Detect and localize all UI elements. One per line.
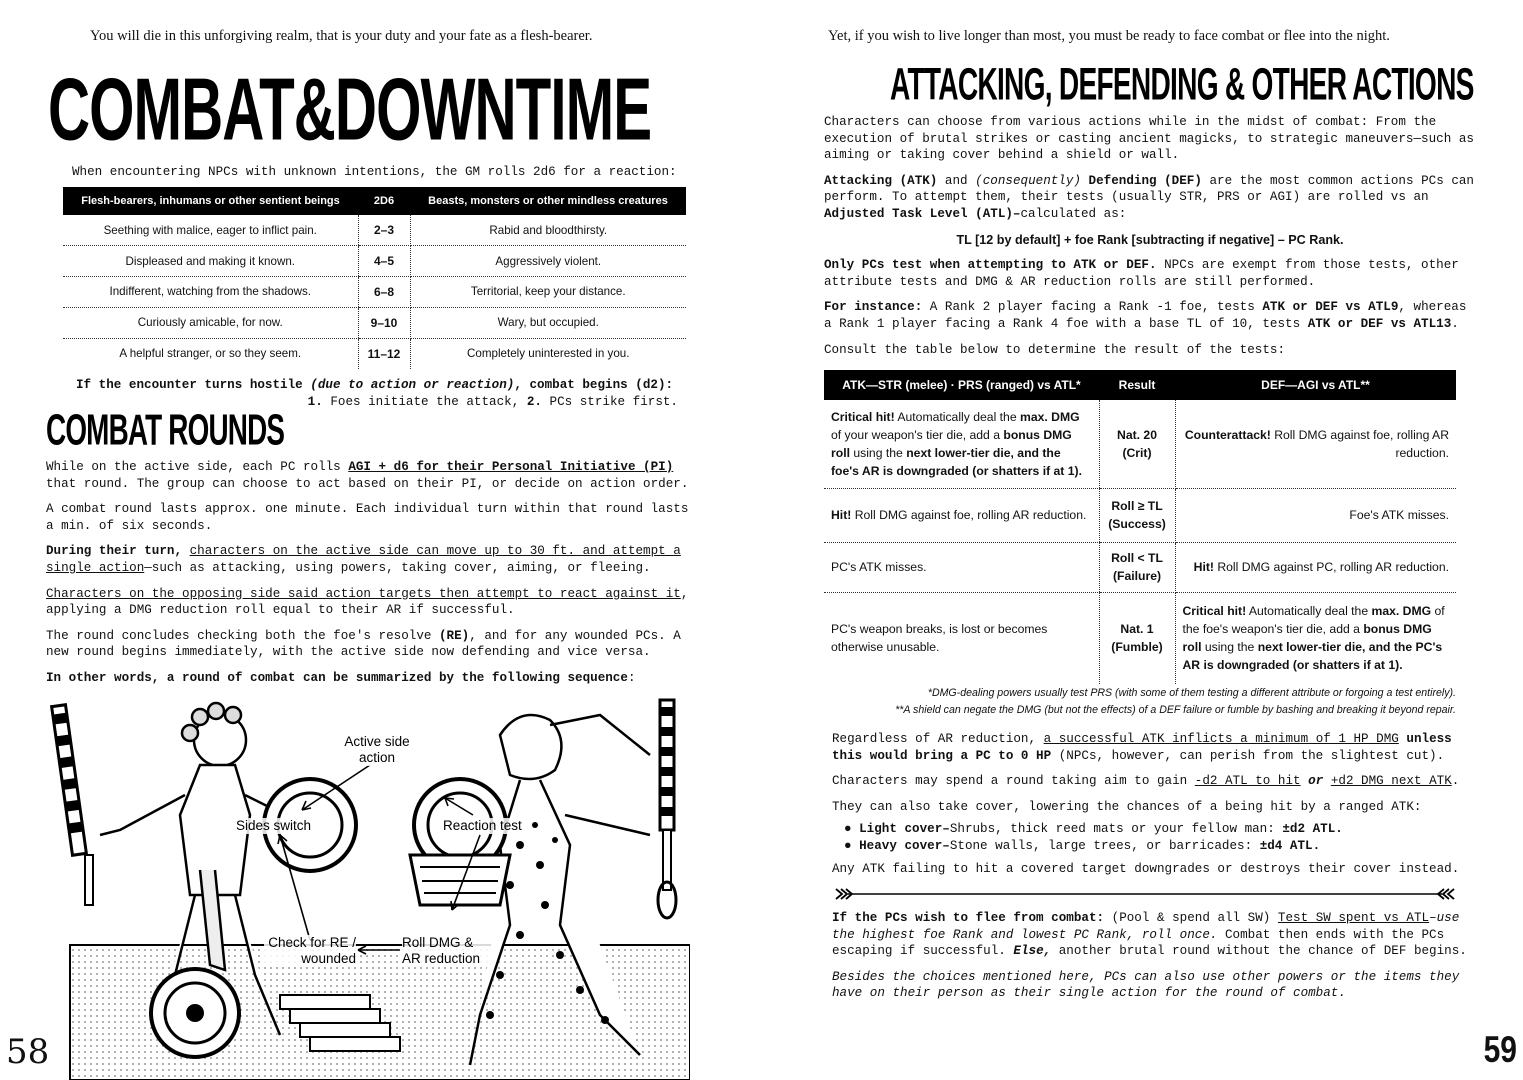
- text-run: (Fumble): [1111, 640, 1163, 655]
- react-paragraph: [46, 586, 696, 619]
- label-roll-dmg-text: Roll DMG & AR reduction: [402, 935, 481, 966]
- sentient-reaction: Curiously amicable, for now.: [63, 307, 358, 338]
- text-run: (NPCs, however, can perish from the slightest cut).: [1051, 748, 1445, 763]
- atk-crit-cell: [824, 400, 1099, 488]
- personal-initiative: AGI + d6 for their Personal Initiative (PI): [348, 460, 674, 474]
- page-title: COMBAT&DOWNTIME: [48, 61, 652, 160]
- text-run: Regardless of AR reduction,: [832, 732, 1044, 746]
- option-1-number: 1.: [307, 394, 323, 409]
- min-dmg-paragraph: [832, 731, 1482, 764]
- text-run: Stone walls, large trees, or barricades:: [949, 838, 1260, 853]
- turn-lead: During their turn,: [46, 544, 183, 559]
- label-check-re: [264, 935, 356, 967]
- list-item: ● Heavy cover–Stone walls, large trees, or barricades: ±d4 ATL.: [844, 838, 1321, 853]
- sentient-reaction: Seething with malice, eager to inflict pain.: [63, 215, 358, 246]
- text-run: Roll DMG against foe, rolling AR reduction.: [851, 508, 1087, 522]
- text-run: Nat. 20: [1117, 427, 1157, 442]
- section-title: ATTACKING, DEFENDING & OTHER ACTIONS: [890, 60, 1474, 111]
- flee-lead: If the PCs wish to flee from combat:: [832, 911, 1105, 925]
- label-active-side: [338, 734, 416, 766]
- aim-atl-bonus: -d2 ATL to hit: [1194, 774, 1301, 789]
- text-run: are the most common actions PCs can perform. To attempt them, their tests (usually STR, PRS or AGI) are rolled vs an: [824, 173, 1474, 205]
- cover-downgrade-paragraph: Any ATK failing to hit a covered target downgrades or destroys their cover instead.: [832, 861, 1460, 876]
- text-run: The round concludes checking both the foe's resolve: [46, 628, 439, 643]
- text-run: Critical hit!: [1182, 604, 1247, 619]
- text-run: (Crit): [1122, 445, 1152, 460]
- atl-formula: TL [12 by default] + foe Rank [subtracting if negative] – PC Rank.: [956, 232, 1344, 247]
- atl9-example: ATK or DEF vs ATL9: [1262, 300, 1399, 315]
- reaction-table: [63, 187, 686, 369]
- text-run: calculated as:: [1020, 206, 1127, 221]
- result-nat20: [1099, 400, 1175, 488]
- text-run: Hit!: [1193, 560, 1214, 574]
- text-run: [182, 544, 190, 558]
- roll-range: 4–5: [358, 246, 410, 277]
- beast-reaction: Rabid and bloodthirsty.: [410, 215, 686, 246]
- text-run: bonus DMG roll: [1182, 622, 1432, 655]
- table-row: [63, 277, 686, 308]
- table-row: [63, 215, 686, 246]
- left-club: [52, 705, 93, 905]
- text-run: Heavy cover–: [859, 838, 950, 853]
- label-sides-switch: Sides switch: [233, 818, 314, 834]
- table-row: [824, 542, 1456, 592]
- text-run: , applying a DMG reduction roll equal to their AR if successful.: [46, 586, 689, 618]
- text-run: another brutal round without the chance of DEF begins.: [1051, 944, 1467, 959]
- beast-reaction: Territorial, keep your distance.: [410, 277, 686, 308]
- round-length-paragraph: A combat round lasts approx. one minute. Each individual turn within that round lasts a min. of six seconds.: [46, 502, 689, 533]
- aim-paragraph: [832, 773, 1482, 790]
- text-run: —such as attacking, using powers, taking cover, aiming, or fleeing.: [144, 560, 651, 575]
- col-header-sentient: Flesh-bearers, inhumans or other sentient beings: [63, 187, 358, 215]
- text-run: , and for any wounded PCs. A new round begins immediately, with the active side now defending and vice versa.: [46, 628, 681, 660]
- beast-reaction: Aggressively violent.: [410, 246, 686, 277]
- left-tagline: You will die in this unforgiving realm, that is your duty and your fate as a flesh-bearer.: [90, 28, 593, 44]
- reaction-intro: When encountering NPCs with unknown intentions, the GM rolls 2d6 for a reaction:: [72, 165, 677, 179]
- resolve-abbrev: (RE): [439, 628, 470, 643]
- roll-range: 11–12: [358, 338, 410, 369]
- roll-range: 9–10: [358, 307, 410, 338]
- instance-lead: For instance:: [824, 300, 923, 315]
- atk-fumble-cell: PC's weapon breaks, is lost or becomes otherwise unusable.: [831, 622, 1048, 655]
- option-2-text: PCs strike first.: [541, 394, 678, 409]
- page-number-left: 58: [6, 1032, 50, 1072]
- turn-paragraph: [46, 543, 696, 576]
- text-run: next lower-tier die, and the PC's AR is downgraded (or shatters if at 1).: [1182, 640, 1443, 673]
- besides-paragraph: Besides the choices mentioned here, PCs can also use other powers or the items they have on their person as their single action for the round of combat.: [832, 969, 1460, 1001]
- text-run: Automatically deal the: [894, 409, 1020, 424]
- option-1-text: Foes initiate the attack,: [322, 394, 527, 409]
- text-run: (consequently): [975, 173, 1081, 188]
- text-run: max. DMG: [1020, 409, 1080, 424]
- def-hit-cell: [1175, 542, 1456, 592]
- text-run: Else,: [1013, 944, 1052, 959]
- text-run: .: [1451, 316, 1459, 331]
- text-run: Hit!: [831, 508, 852, 522]
- text-run: , whereas a Rank 1 player facing a Rank 4 foe with a base TL of 10, tests: [824, 300, 1467, 331]
- flee-test: Test SW spent vs ATL: [1277, 911, 1430, 925]
- rounds-body: [46, 459, 696, 687]
- table-row: [824, 488, 1456, 542]
- right-tagline: Yet, if you wish to live longer than most, you must be ready to face combat or flee into the night.: [828, 28, 1390, 44]
- reaction-table-header: [63, 187, 686, 215]
- rules-body-bottom: [832, 731, 1482, 877]
- label-reaction-test: Reaction test: [440, 818, 525, 834]
- text-run: (Success): [1108, 517, 1166, 531]
- zero-hp-exception: unless this would bring a PC to 0 HP: [832, 732, 1452, 763]
- col-header-def: DEF—AGI vs ATL**: [1175, 370, 1456, 400]
- atk-term: Attacking (ATK): [824, 173, 938, 188]
- sentient-reaction: Displeased and making it known.: [63, 246, 358, 277]
- cover-list: [844, 821, 1482, 854]
- def-term: Defending (DEF): [1088, 173, 1202, 188]
- table-row: [824, 592, 1456, 684]
- attack-table-header: [824, 370, 1456, 400]
- text-run: next lower-tier die, and the foe's AR is downgraded (or shatters if at 1).: [831, 445, 1082, 478]
- text-run: NPCs are exempt from those tests, other attribute tests and DMG & AR reduction rolls are still performed.: [824, 258, 1459, 289]
- initiative-paragraph: [46, 459, 696, 492]
- resolve-paragraph: [46, 628, 696, 661]
- text-run: Nat. 1: [1120, 622, 1154, 637]
- footnote-shield: **A shield can negate the DMG (but not the effects) of a DEF failure or fumble by bashing and breaking it beyond repair.: [895, 704, 1456, 716]
- text-run: Light cover–: [859, 822, 950, 837]
- atk-miss-cell: PC's ATK misses.: [824, 542, 1099, 592]
- def-miss-cell: Foe's ATK misses.: [1175, 488, 1456, 542]
- text-run: Automatically deal the: [1246, 604, 1372, 619]
- text-run: .: [1451, 774, 1460, 789]
- text-run: A Rank 2 player facing a Rank -1 foe, tests: [922, 300, 1263, 315]
- right-shield: [410, 779, 510, 905]
- combat-rounds-heading: COMBAT ROUNDS: [46, 406, 285, 455]
- def-crit-cell: [1175, 592, 1456, 684]
- text-run: that round. The group can choose to act based on their PI, or decide on action order.: [46, 476, 689, 491]
- text-run: Roll < TL: [1111, 551, 1163, 565]
- col-header-result: Result: [1099, 370, 1175, 400]
- hostile-tail: , combat begins (d2):: [514, 378, 674, 392]
- result-success: [1099, 488, 1175, 542]
- text-run: ±d4 ATL.: [1259, 838, 1321, 853]
- text-run: of your weapon's tier die, add a: [831, 427, 1004, 442]
- react-rule: Characters on the opposing side said action targets then attempt to react against it: [46, 586, 681, 601]
- flee-paragraph: [832, 910, 1482, 960]
- only-pcs-paragraph: [824, 257, 1476, 290]
- min-dmg-rule: a successful ATK inflicts a minimum of 1 HP DMG: [1043, 732, 1399, 746]
- beast-reaction: Wary, but occupied.: [410, 307, 686, 338]
- label-roll-dmg: [402, 935, 492, 967]
- list-item: ● Light cover–Shrubs, thick reed mats or your fellow man: ±d2 ATL.: [844, 822, 1343, 837]
- table-row: [824, 400, 1456, 488]
- label-check-re-text: Check for RE / wounded: [268, 935, 356, 966]
- atl-term: Adjusted Task Level (ATL)–: [824, 206, 1021, 221]
- section-divider: [834, 886, 1456, 902]
- consult-paragraph: Consult the table below to determine the result of the tests:: [824, 342, 1286, 357]
- text-run: or: [1308, 774, 1324, 789]
- left-page: [0, 0, 761, 1080]
- text-run: Critical hit!: [831, 409, 895, 424]
- text-run: ±d2 ATL.: [1282, 822, 1343, 837]
- sentient-reaction: Indifferent, watching from the shadows.: [63, 277, 358, 308]
- atl13-example: ATK or DEF vs ATL13: [1307, 316, 1452, 331]
- cover-paragraph: They can also take cover, lowering the chances of a being hit by a ranged ATK:: [832, 799, 1422, 814]
- atk-def-paragraph: [824, 173, 1476, 223]
- result-failure: [1099, 542, 1175, 592]
- right-page: [762, 0, 1523, 1080]
- attack-results-table: [824, 370, 1456, 684]
- text-run: [1081, 174, 1089, 188]
- text-run: Characters may spend a round taking aim to gain: [832, 774, 1195, 789]
- text-run: [1301, 774, 1309, 788]
- single-action-rule: characters on the active side can move up to 30 ft. and attempt a single action: [46, 544, 681, 575]
- page-number-right: 59: [1483, 1029, 1517, 1071]
- only-pcs-lead: Only PCs test when attempting to ATK or DEF.: [824, 258, 1157, 273]
- text-run: Roll ≥ TL: [1111, 499, 1163, 513]
- beast-reaction: Completely uninterested in you.: [467, 347, 630, 361]
- text-run: bonus DMG roll: [831, 427, 1072, 460]
- col-header-atk: ATK—STR (melee) · PRS (ranged) vs ATL*: [824, 370, 1099, 400]
- text-run: and: [937, 173, 976, 188]
- rules-body-top: [824, 114, 1476, 358]
- flee-section: [832, 910, 1482, 1002]
- right-club: [658, 700, 676, 918]
- text-run: Combat then ends with the PCs escaping if successful.: [832, 927, 1445, 959]
- text-run: [1323, 774, 1331, 788]
- text-run: using the: [1201, 640, 1258, 655]
- col-header-2d6: 2D6: [358, 187, 410, 215]
- table-row: [63, 307, 686, 338]
- text-run: While on the active side, each PC rolls: [46, 460, 349, 474]
- roll-range: 6–8: [358, 277, 410, 308]
- col-header-beasts: Beasts, monsters or other mindless creatures: [410, 187, 686, 215]
- sequence-lead: In other words, a round of combat can be summarized by the following sequence: [46, 670, 628, 685]
- hostile-cause: (due to action or reaction): [310, 378, 515, 392]
- footnote-dmg-powers: *DMG-dealing powers usually test PRS (with some of them testing a different attribute or forgoing a test entirely).: [927, 687, 1456, 699]
- text-run: Roll DMG against PC, rolling AR reduction.: [1213, 560, 1449, 574]
- table-row: [63, 338, 686, 369]
- aim-dmg-bonus: +d2 DMG next ATK: [1330, 774, 1452, 789]
- atk-hit-cell: [824, 488, 1099, 542]
- text-run: max. DMG: [1371, 604, 1432, 619]
- option-2-number: 2.: [526, 394, 542, 409]
- roll-range: 2–3: [358, 215, 410, 246]
- hostile-lead: If the encounter turns hostile: [76, 378, 303, 392]
- table-row: [63, 246, 686, 277]
- text-run: using the: [849, 445, 907, 460]
- text-run: of the foe's weapon's tier die, add a: [1182, 604, 1445, 637]
- instance-paragraph: [824, 299, 1476, 332]
- text-run: Shrubs, thick reed mats or your fellow man:: [949, 822, 1283, 837]
- text-run: (Pool & spend all SW): [1104, 911, 1278, 925]
- text-run: Counterattack!: [1184, 427, 1271, 442]
- sequence-paragraph: [46, 670, 696, 687]
- text-run: Roll DMG against foe, rolling AR reduction.: [1270, 427, 1449, 460]
- label-active-side-text: Active side action: [344, 734, 410, 765]
- intro-paragraph: Characters can choose from various actions while in the midst of combat: From the execution of brutal strikes or casting ancient magicks, to strategic maneuvers—such as aiming or taking cover behind a shield or wall.: [824, 115, 1474, 163]
- text-run: :: [627, 670, 636, 685]
- text-run: –use the highest foe Rank and lowest PC Rank, roll once.: [832, 911, 1460, 942]
- ground-shield: [151, 969, 239, 1057]
- sentient-reaction: A helpful stranger, or so they seem.: [119, 347, 302, 361]
- text-run: (Failure): [1112, 569, 1162, 583]
- result-nat1: [1099, 592, 1175, 684]
- def-counter-cell: [1175, 400, 1456, 488]
